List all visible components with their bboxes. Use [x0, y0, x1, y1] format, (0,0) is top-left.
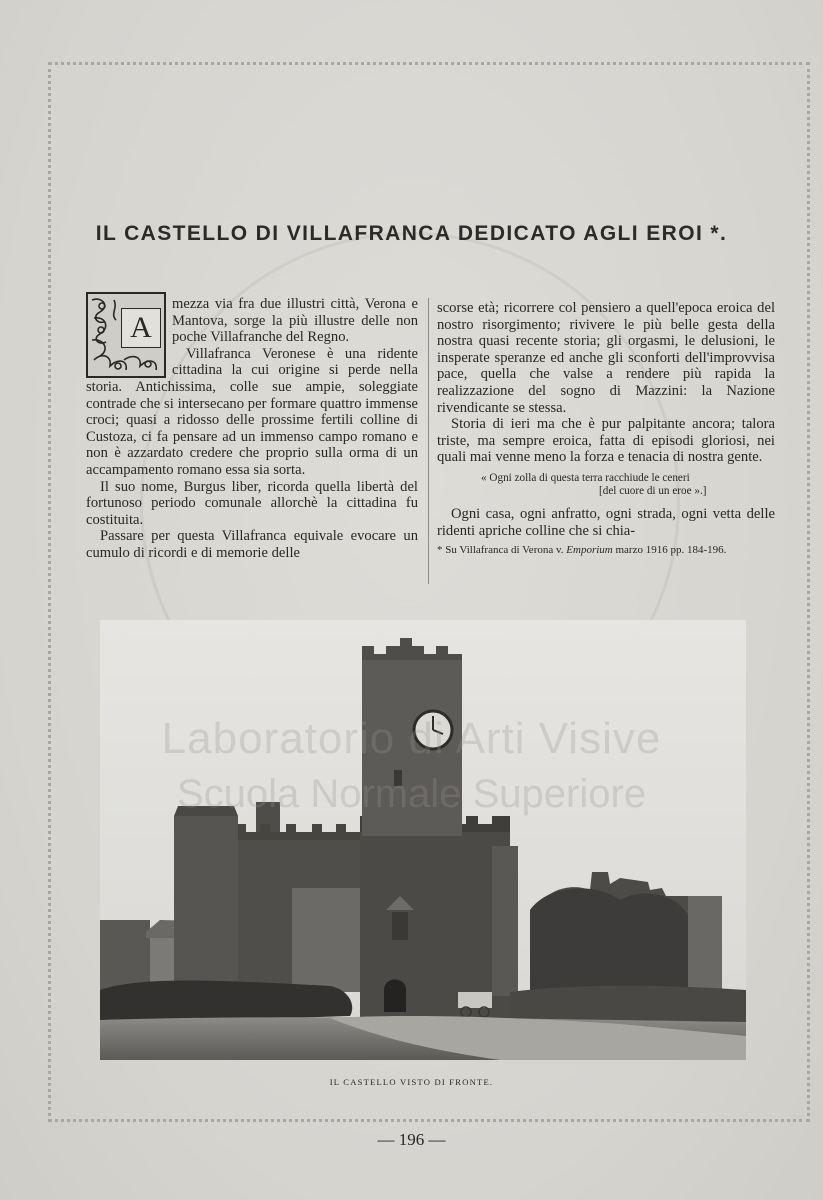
quote-line-2: [del cuore di un eroe ».]: [599, 484, 707, 497]
castle-image: [100, 620, 746, 1060]
left-paragraph-2: Villafranca Veronese è una ridente cittadina la cui origine si perde nella storia. Antichissima, colle sue ampie, soleggiate contrade che si intersecano per formare quattro immense croci; quasi a ridosso delle prossime fertili colline di Custoza, ci fa pensare ad un immenso campo romano e non è azzardato credere che proprio sulla orma di un accampamento romano essa sia sorta.: [86, 345, 418, 478]
footnote-pages: marzo 1916 pp. 184-196.: [615, 544, 727, 557]
quote-line-1: « Ogni zolla di questa terra racchiude le ceneri: [481, 471, 690, 484]
watermark-line-2: Scuola Normale Superiore: [176, 772, 647, 816]
left-paragraph-4: Passare per questa Villafranca equivale evocare un cumulo di ricordi e di memorie delle: [86, 528, 418, 561]
epigraph-quote: [437, 472, 775, 498]
page-number: — 196 —: [377, 1130, 446, 1149]
right-column: [437, 300, 775, 557]
castle-photograph: [100, 620, 746, 1060]
column-divider: [428, 298, 429, 584]
right-paragraph-3: Ogni casa, ogni anfratto, ogni strada, ogni vetta delle ridenti apriche colline che si chia-: [437, 505, 775, 539]
watermark-line-1: Laboratorio di Arti Visive: [161, 714, 662, 763]
left-paragraph-3: Il suo nome, Burgus liber, ricorda quella libertà del fortunoso periodo comunale allorchè la cittadina fu costituita.: [86, 478, 418, 528]
right-paragraph-2: Storia di ieri ma che è pur palpitante ancora; talora triste, ma sempre eroica, fatta di episodi gloriosi, nei quali mai venne meno la forza e tenacia di nostra gente.: [437, 416, 775, 466]
footnote: [437, 543, 775, 557]
right-paragraph-1: scorse età; ricorrere col pensiero a quell'epoca eroica del nostro risorgimento; rivivere le più belle gesta della nostra quasi recente storia; gli orgasmi, le delusioni, le insperate speranze ed anche gli sconforti dell'improvvisa pace, quella che valse a rendere più rapida la realizzazione del sogno di Mazzini: la Nazione rivendicante se stessa.: [437, 300, 775, 416]
dropcap-ornament: [86, 292, 166, 378]
footnote-journal: Emporium: [566, 544, 613, 557]
left-paragraph-1: mezza via fra due illustri città, Verona e Mantova, sorge la più illustre delle non poche Villafranche del Regno.: [172, 296, 418, 346]
footnote-text: * Su Villafranca di Verona v.: [437, 544, 564, 557]
photo-caption: IL CASTELLO VISTO DI FRONTE.: [329, 1077, 494, 1087]
dropcap-letter: A: [121, 308, 161, 348]
article-title: IL CASTELLO DI VILLAFRANCA DEDICATO AGLI EROI *.: [95, 222, 728, 245]
left-column: [86, 296, 418, 562]
